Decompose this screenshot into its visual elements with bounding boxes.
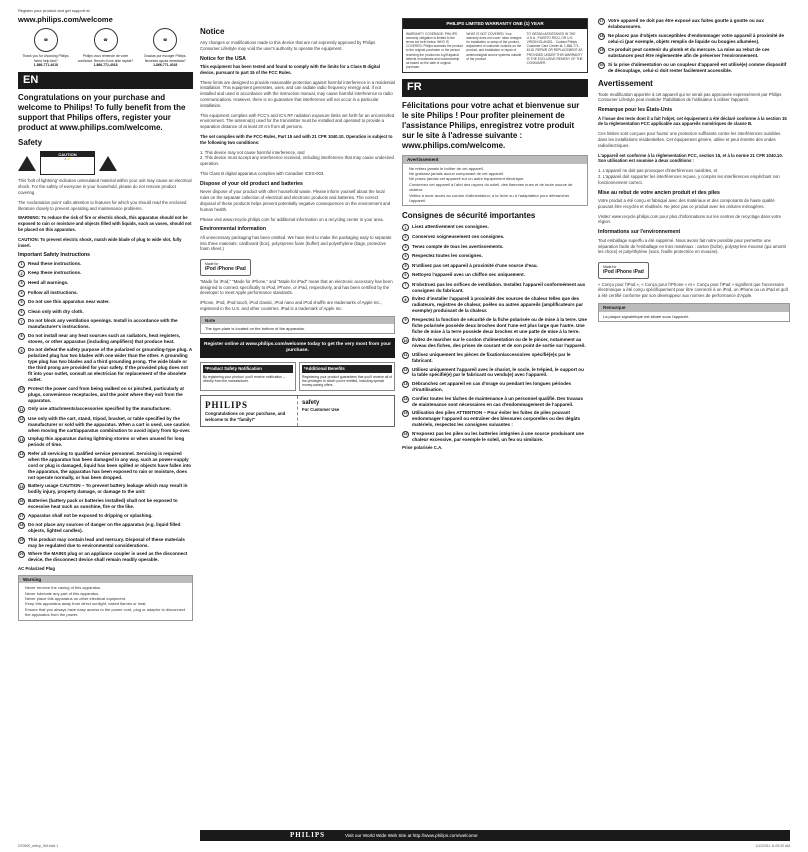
fcc-bold-text: The set complies with the FCC-Rules, Part 15 and with 21 CFR 1040.10. Operation is subject to the following two conditions: xyxy=(200,134,393,145)
list-item: 1 Lisez attentivement ces consignes. xyxy=(402,224,588,231)
canada-text: This Class B digital apparatus complies with Canadian ICES-003. xyxy=(200,171,325,177)
remarque-box-text: La plaque signalétique est située sous l'appareil. xyxy=(603,313,689,319)
column-english xyxy=(18,8,193,828)
remarque-box-title: Remarque xyxy=(599,304,789,312)
ac-plug-label: AC Polarized Plug xyxy=(18,565,56,571)
warning-text: WARNING: To reduce the risk of fire or electric shock, this apparatus should not be exposed to rain or moisture and objects filled with liquids, such as vases, should not be placed on this apparatus. xyxy=(18,215,192,232)
list-item: 14 Refer all servicing to qualified service personnel. Servicing is required when the apparatus has been damaged in any way, such as power-supply cord or plug is damaged, liquid has been spilled or objects have fallen into the apparatus, the apparatus has been exposed to rain or moisture, does not operate normally, or has been dropped. xyxy=(19,451,192,480)
benefit-cards xyxy=(200,362,395,390)
warning-box xyxy=(18,575,193,621)
list-item: 6 Nettoyez l'appareil avec un chiffon sec uniquement. xyxy=(402,272,588,279)
list-item: 9 Do not defeat the safety purpose of the polarized or grounding-type plug. A polarized plug has two blades with one wider than the other. A grounding type plug has two blades and a third grounding prong. The wide blade or the third prong are provided for your safety. If the provided plug does not fit into your outlet, consult an electrician for replacement of the obsolete outlet. xyxy=(18,347,193,383)
badge-big-text: iPod iPhone iPad xyxy=(205,266,246,273)
phone-icon: ☎ xyxy=(94,28,118,52)
list-item: Never place this apparatus on other electrical equipment. xyxy=(25,596,127,602)
list-item: 12 Utilisez uniquement l'appareil avec le chariot, le socle, le trépied, le support ou la table spécifié(e) par le fabricant ou vendu(e) avec l'appareil. xyxy=(403,366,584,378)
support-phone: 1-866-771-4018 xyxy=(153,63,178,68)
support-phone: 1-866-771-4018 xyxy=(93,63,118,68)
list-item: 10 Évitez de marcher sur le cordon d'alimentation ou de le pincer, notamment au niveau des fiches, des prises de courant et de son point de sortie sur l'appareil. xyxy=(403,337,586,349)
list-item: 2 Conservez soigneusement ces consignes. xyxy=(402,234,588,241)
remarque-bold: À l'issue des tests dont il a fait l'objet, cet équipement a été déclaré conforme à la section 15 de la réglementation FCC applicable aux appareils numériques de classe B. xyxy=(598,115,787,127)
warranty-col-3: TO OBTAIN ASSISTANCE IN THE U.S.A., PUERTO RICO, OR U.S. VIRGIN ISLANDS... Contact Philips Customer Care Center at: 1-866-771-4018. REPAIR OR REPLACEMENT AS PROVIDED UNDER THIS WARRANTY IS THE EXCLUSIVE REMEDY OF THE CONSUMER. xyxy=(526,31,583,65)
column-warranty-fr xyxy=(402,18,588,828)
avertissement-text: Toute modification apportée à cet appareil qui ne serait pas approuvée expressément par Philips Consumer Lifestyle peut invalider l'habilitation de l'utilisateur à utiliser l'appareil. xyxy=(598,91,782,103)
safety-notification-card xyxy=(200,362,296,390)
support-phone: 1-866-771-4018 xyxy=(33,63,58,68)
footer-philips-logo: PHILIPS xyxy=(290,831,326,840)
card-congrats: Congratulations on your purchase, and welcome to the "family!" xyxy=(205,410,286,422)
list-item: 20 Si la prise d'alimentation ou un coupleur d'appareil est utilisé(e) comme dispositif de découplage, celui-ci doit rester facilement accessible. xyxy=(599,61,787,73)
disposal-heading: Dispose of your old product and batteries xyxy=(200,180,303,187)
column-fr-continued xyxy=(598,18,790,828)
safety-heading: Safety xyxy=(18,138,43,148)
remarque-text: Ces limites sont conçues pour fournir une protection suffisante contre les interférences nuisibles dans les installations résidentielles. Cet équipement génère, utilise et peut émettre des ondes radioélectriques. xyxy=(598,131,781,148)
phone-icon: ☎ xyxy=(153,28,177,52)
support-title: Philips vous remercie de votre confiance. Besoin d'une aide rapide? xyxy=(77,54,134,63)
lightning-warning-icon xyxy=(18,156,36,171)
registration-card-left xyxy=(201,396,298,427)
condition-2: 2. This device must accept any interference received, including interference that may cause undesired operation. xyxy=(200,155,394,167)
apple-text: "Made for iPod," "Made for iPhone," and "Made for iPad" mean that an electronic accessory has been designed to connect specifically to iPod, iPhone, or iPad, respectively, and has been certified by the developer to meet Apple performance standards. xyxy=(200,278,393,296)
caution-label-row xyxy=(18,151,193,175)
list-item: Ne posez jamais cet appareil sur un autre équipement électrique. xyxy=(409,176,525,182)
badge-small-text: Made for xyxy=(603,265,617,270)
badge-big-text: iPod iPhone iPad xyxy=(603,269,644,276)
list-item: 8 Do not install near any heat sources such as radiators, heat registers, stoves, or other apparatus (including amplifiers) that produce heat. xyxy=(18,333,193,345)
warranty-box xyxy=(402,18,588,73)
card-text: Registering your product guarantees that you'll receive all of the privileges to which you're entitled, including special money-saving offers. xyxy=(302,374,392,388)
safety-text-2: The 'exclamation point' calls attention to features for which you should read the enclosed literature closely to prevent operating and maintenance problems. xyxy=(18,199,187,211)
avertissement-heading: Avertissement xyxy=(598,78,653,88)
list-item: 4 Respectez toutes les consignes. xyxy=(402,253,588,260)
list-item: 16 Batteries (battery pack or batteries installed) shall not be exposed to excessive heat such as sunshine, fire or the like. xyxy=(19,497,178,509)
warranty-body xyxy=(403,29,587,72)
register-band[interactable]: Register online at www.philips.com/welcome today to get the very most from your purchase. xyxy=(200,338,395,358)
support-cell-fr xyxy=(78,28,134,67)
registration-card xyxy=(200,395,395,428)
continued-list xyxy=(598,18,790,74)
list-item: Veillez à avoir accès au cordon d'alimentation, à la fiche ou à l'adaptateur pour débrancher l'appareil. xyxy=(409,192,570,203)
list-item: 11 Only use attachments/accessories specified by the manufacturer. xyxy=(19,406,171,412)
list-item: 19 Ce produit peut contenir du plomb et du mercure. La mise au rebut de ces substances peut être réglementée afin de préserver l'environnement. xyxy=(599,47,770,59)
list-item: 5 Do not use this apparatus near water. xyxy=(18,299,193,306)
made-for-apple-badge-fr xyxy=(598,262,649,279)
list-item: 15 Battery usage CAUTION – To prevent battery leakage which may result in bodily injury, property damage, or damage to the unit: xyxy=(19,483,188,495)
support-strip xyxy=(18,28,193,67)
trademark-text: iPhone, iPod, iPod touch, iPod classic, iPod nano and iPod shuffle are trademarks of Apple Inc., registered in the U.S. and other countries. iPad is a trademark of Apple Inc. xyxy=(200,300,382,311)
list-item: Ensure that you always have easy access to the power cord, plug or adaptor to disconnect the apparatus from the power. xyxy=(25,606,186,618)
language-band-fr: FR xyxy=(402,79,588,97)
list-item: 17 Apparatus shall not be exposed to dripping or splashing. xyxy=(19,512,153,518)
print-meta xyxy=(18,844,790,848)
list-item: Ne retirez jamais le boîtier de cet appareil. xyxy=(409,165,484,171)
phone-icon: ☎ xyxy=(34,28,58,52)
note-box xyxy=(200,316,395,335)
benefits-card xyxy=(299,362,395,390)
usa-heading: Notice for the USA xyxy=(200,55,246,62)
notice-heading: Notice xyxy=(200,27,225,36)
caution-label-title: CAUTION xyxy=(41,152,94,157)
footer-bar xyxy=(200,830,790,841)
list-item: Conservez cet appareil à l'abri des rayons du soleil, des flammes nues et de toute source de chaleur. xyxy=(409,181,573,193)
file-name: DS3500_welcp_UM.indd 1 xyxy=(18,844,59,848)
avertissement-title: Avertissement xyxy=(403,156,587,164)
apple-text-fr: « Conçu pour l'iPod », « Conçu pour l'iPhone » et « Conçu pour l'iPad » signifient que l'accessoire électronique a été conçu spécifiquement pour être connecté à un iPod, un iPhone ou un iPad et qu'il a été certifié conforme par son développeur aux normes de performance d'Apple. xyxy=(598,281,789,299)
exclamation-warning-icon xyxy=(99,156,117,171)
list-item: 11 Utilisez uniquement les pièces de fixation/accessoires spécifié(e)s par le fabricant. xyxy=(403,351,571,363)
consignes-list xyxy=(402,224,588,442)
made-for-apple-badge xyxy=(200,259,251,276)
list-item: 18 Ne placez pas d'objets susceptibles d'endommager votre appareil à proximité de celui-ci (par exemple, objets remplis de liquide ou bougies allumées). xyxy=(599,32,785,44)
support-cell-es xyxy=(137,28,193,67)
recycle-text: Please visit www.recycle.philips.com for additional information on a recycling center in your area. xyxy=(200,216,384,222)
usa-text: These limits are designed to provide reasonable protection against harmful interference in a residential installation. This equipment generates, uses, and can radiate radio frequency energy and, if not installed and used in accordance with the instruction manual, may cause harmful interference to radio communications. However, there is no guarantee that interference will not occur in a particular installation. xyxy=(200,79,395,108)
warranty-col-1: WARRANTY COVERAGE: PHILIPS warranty obligation is limited to the terms set forth below. WHO IS COVERED: Philips warrants the product to the original purchaser or the person receiving the product as a gift against defects in materials and workmanship as based on the date of original purchase. xyxy=(406,31,463,69)
consignes-heading: Consignes de sécurité importantes xyxy=(402,211,536,221)
polarized-plug-label: Prise polarisée C.A. xyxy=(402,445,443,451)
remarque-box xyxy=(598,303,790,322)
note-title: Note xyxy=(201,317,394,325)
mise-au-rebut-text: Votre produit a été conçu et fabriqué avec des matériaux et des composants de haute qualité pouvant être recyclés et réutilisés. Ne jetez pas ce produit avec les ordures ménagères. xyxy=(598,198,775,209)
customer-use-label: For Customer Use xyxy=(302,407,340,413)
caution-text: CAUTION: To prevent electric shock, match wide blade of plug to wide slot, fully insert. xyxy=(18,236,182,248)
list-item: 10 Protect the power cord from being walked on or pinched, particularly at plugs, convenience receptacles, and the point where they exit from the apparatus. xyxy=(19,385,184,403)
philips-logo: PHILIPS xyxy=(205,399,249,410)
language-band-en: EN xyxy=(18,72,193,90)
support-cell-en xyxy=(18,28,74,67)
registration-card-right xyxy=(298,396,394,427)
list-item: 14 Confiez toutes les tâches de maintenance à un personnel qualifié. Des travaux de maintenance sont nécessaires en cas d'endommagement de l'appareil. xyxy=(403,395,584,407)
column-notice xyxy=(200,22,395,828)
list-item: 8 Évitez d'installer l'appareil à proximité des sources de chaleur telles que des radiateurs, registres de chaleur, poêles ou autres appareils (amplificateurs par exemple) produisant de la chaleur. xyxy=(402,296,588,314)
list-item: 15 Utilisation des piles ATTENTION – Pour éviter les fuites de piles pouvant endommager l'appareil ou entraîner des blessures corporelles ou des dégâts matériels, respectez les consignes suivantes : xyxy=(403,410,581,428)
mise-au-rebut-heading: Mise au rebut de votre ancien produit et des piles xyxy=(598,189,720,196)
list-item: 9 Respectez la fonction de sécurité de la fiche polarisée ou de mise à la terre. Une fiche polarisée possède deux broches dont l'une est plus large que l'autre. Une fiche de mise à la terre possède deux broches et une patte de mise à la terre. xyxy=(402,317,588,335)
conformity-item-1: 1. L'appareil ne doit pas provoquer d'interférences nuisibles, et xyxy=(598,168,718,174)
congrats-heading-fr: Félicitations pour votre achat et bienvenue sur le site Philips ! Pour profiter pleinement de l'assistance Philips, enregistrez votre produit sur le site à l'adresse suivante : www.philips.com/welcome. xyxy=(402,100,580,150)
card-title: *Product Safety Notification xyxy=(203,365,293,372)
notice-text: Any changes or modifications made to this device that are not expressly approved by Philips Consumer Lifestyle may void the user's authority to operate the equipment. xyxy=(200,40,376,51)
print-timestamp: 1/12/2011 11:09:32 AM xyxy=(755,844,790,848)
list-item: 20 Where the MAINS plug or an appliance coupler is used as the disconnect device, the disconnect device shall remain readily operable. xyxy=(19,551,188,563)
card-title: *Additional Benefits xyxy=(302,365,392,372)
list-item: 7 Do not block any ventilation openings. Install in accordance with the manufacturer's instructions. xyxy=(18,318,193,330)
list-item: 3 Tenez compte de tous les avertissements. xyxy=(402,244,588,251)
list-item: 1 Read these instructions. xyxy=(18,261,193,268)
warranty-title: PHILIPS LIMITED WARRANTY ONE (1) YEAR xyxy=(403,19,587,29)
welcome-url[interactable]: www.philips.com/welcome xyxy=(18,15,113,24)
fcc-text: This equipment complies with FCC's and IC's RF radiation exposure limits set forth for an uncontrolled environment. The antenna(s) used for the transmitter must be installed and operated to provide a separation distance of at least 20 cm from all persons. xyxy=(200,112,395,130)
list-item: 3 Heed all warnings. xyxy=(18,280,193,287)
list-item: Never lubricate any part of this apparatus. xyxy=(25,590,100,596)
register-line: Register your product and get support at xyxy=(18,8,90,13)
safety-text-1: This 'bolt of lightning' indicates uninsulated material within your unit may cause an electrical shock. For the safety of everyone in your household, please do not remove product covering. xyxy=(18,178,192,195)
list-item: Keep this apparatus away from direct sunlight, naked flames or heat. xyxy=(25,601,147,607)
instructions-heading: Important Safety Instructions xyxy=(18,252,91,259)
list-item: 12 Use only with the cart, stand, tripod, bracket, or table specified by the manufacturer or sold with the apparatus. When a cart is used, use caution when moving the cart/apparatus combination to avoid injury from tip-over. xyxy=(19,415,191,433)
list-item: 13 Débranchez cet appareil en cas d'orage ou pendant les longues périodes d'inutilisation. xyxy=(403,381,572,393)
conformity-item-2: 2. L'appareil doit supporter les interférences reçues, y compris les interférences empêchant son fonctionnement correct. xyxy=(598,174,780,185)
badge-small-text: Made for xyxy=(205,262,219,267)
support-title: Gracias por escoger Philips. Necesita ayuda inmediata? xyxy=(143,54,187,63)
list-item: 17 Votre appareil ne doit pas être exposé aux fuites goutte à goutte ou aux éclaboussures. xyxy=(599,18,764,29)
list-item: 5 N'utilisez pas cet appareil à proximité d'une source d'eau. xyxy=(402,263,588,270)
env-info-text: Tout emballage superflu a été supprimé. Nous avons fait notre possible pour permettre une séparation facile de l'emballage en trois matériaux : carton (boîte), polystyrène moussé (qui amortit les chocs) et polyéthylène (sacs, feuille protectrice en mousse). xyxy=(598,237,786,255)
remarque-heading: Remarque pour les États-Unis xyxy=(598,107,673,114)
environment-heading: Environmental information xyxy=(200,226,267,233)
list-item: 4 Follow all instructions. xyxy=(18,290,193,297)
env-info-heading: Informations sur l'environnement xyxy=(598,229,681,236)
list-item: 2 Keep these instructions. xyxy=(18,270,193,277)
safety-wordmark: safety xyxy=(302,399,320,406)
environment-text: All unnecessary packaging has been omitted. We have tried to make the packaging easy to separate into three materials: cardboard (box), polystyrene foam (buffer) and polyethylene (bags, protective foam sheet.) xyxy=(200,234,392,252)
usa-bold-text: This equipment has been tested and found to comply with the limits for a Class B digital device, pursuant to part 15 of the FCC Rules. xyxy=(200,64,381,75)
list-item: 19 This product may contain lead and mercury. Disposal of these materials may be regulated due to environmental considerations. xyxy=(19,536,185,548)
warning-box-title: Warning xyxy=(19,576,192,584)
list-item: 16 N'exposez pas les piles ou les batteries intégrées à une source produisant une chaleur excessive, par exemple le soleil, un feu ou similaire. xyxy=(403,430,584,442)
disposal-text: Never dispose of your product with other household waste. Please inform yourself about the local rules on the separate collection of electrical and electronic products and batteries. The correct disposal of these products helps prevent potentially negative consequences on the environment and human health. xyxy=(200,189,391,212)
list-item: Ne graissez jamais aucun composant de cet appareil. xyxy=(409,171,504,177)
note-text: The type plate is located on the bottom of the apparatus. xyxy=(205,326,306,332)
caution-label xyxy=(40,151,95,175)
visit-recycle-text: Visitez www.recycle.philips.com pour plus d'informations sur les centres de recyclage dans votre région. xyxy=(598,213,781,225)
support-title: Thank you for choosing Philips. Need help fast? xyxy=(22,54,70,63)
list-item: Never remove the casing of this apparatus. xyxy=(25,585,102,591)
list-item: 6 Clean only with dry cloth. xyxy=(18,309,193,316)
list-item: 18 Do not place any sources of danger on the apparatus (e.g. liquid filled objects, lighted candles). xyxy=(19,522,181,534)
condition-1: 1. This device may not cause harmful interference, and xyxy=(200,149,305,155)
card-text: By registering your product, you'll receive notification – directly from the manufacturer. xyxy=(203,374,285,384)
page-footer xyxy=(0,830,808,852)
warranty-col-2: WHAT IS NOT COVERED: Your warranty does not cover: labor charges for installation or setup of the product, adjustment of customer controls on the product, and installation or repair of antenna/signal source systems outside of the product. xyxy=(466,31,522,61)
caution-label-body: ⚠ ⚡ xyxy=(64,158,71,162)
footer-website-text[interactable]: Visit our World Wide Web Site at http://www.philips.com/welcome xyxy=(345,832,478,838)
instructions-list xyxy=(18,261,193,563)
avertissement-box xyxy=(402,155,588,206)
list-item: 7 N'obstruez pas les orifices de ventilation. Installez l'appareil conformément aux consignes du fabricant. xyxy=(402,282,588,294)
congrats-heading: Congratulations on your purchase and welcome to Philips! To fully benefit from the support that Philips offers, register your product at www.philips.com/welcome. xyxy=(18,93,186,133)
list-item: 13 Unplug this apparatus during lightning storms or when unused for long periods of time. xyxy=(19,436,185,448)
conformity-heading: L'appareil est conforme à la réglementation FCC, section 15, et à la norme 21 CFR 1040.10. Son utilisation est soumise à deux conditions : xyxy=(598,152,783,164)
